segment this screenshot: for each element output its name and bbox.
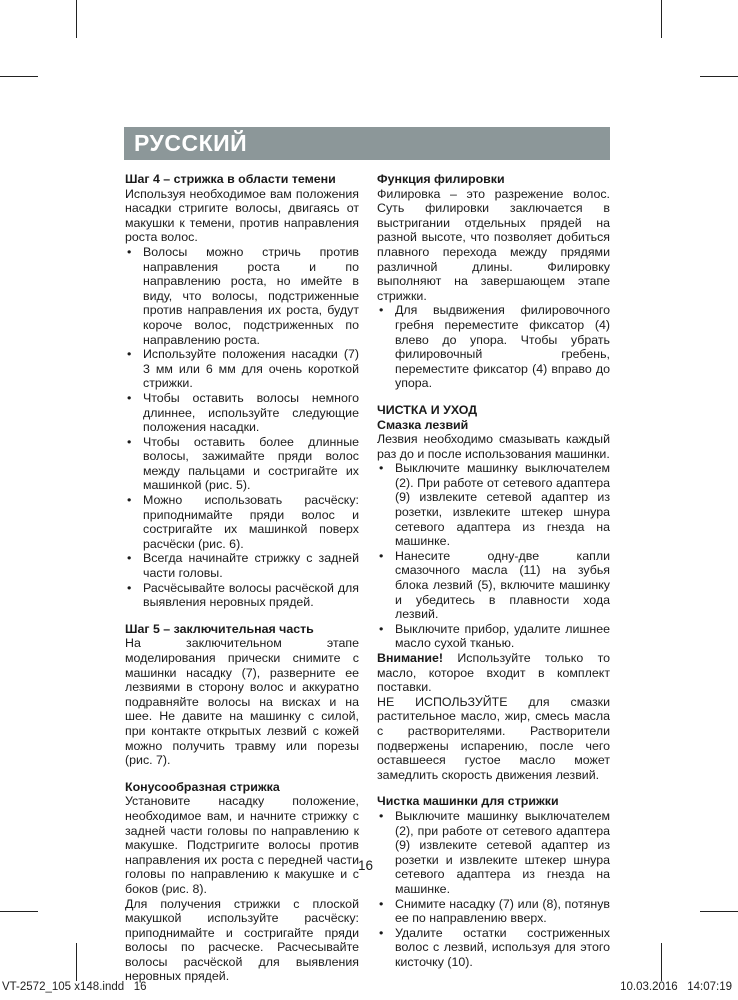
print-timestamp: 10.03.2016 14:07:19 <box>620 981 732 993</box>
list-item <box>377 926 610 970</box>
bullet-icon: • <box>379 461 384 476</box>
bullet-icon: • <box>127 244 132 259</box>
right-column <box>377 172 610 969</box>
bullet-icon: • <box>127 580 132 595</box>
list-item <box>125 493 359 551</box>
list-item <box>125 581 359 610</box>
warning-label: Внимание! <box>377 651 444 665</box>
step4-intro: Используя необходимое вам положения насадки стригите волосы, двигаясь от макушки к темени, против направления роста волос. <box>125 186 359 245</box>
bullet-icon: • <box>379 548 384 563</box>
care-heading: ЧИСТКА И УХОД <box>377 402 478 417</box>
bullet-icon: • <box>379 896 384 911</box>
step5-heading: Шаг 5 – заключительная часть <box>125 621 314 636</box>
list-item-text: Расчёсывайте волосы расчёской для выявления неровных прядей. <box>143 580 359 610</box>
care-subheading: Смазка лезвий <box>377 417 469 432</box>
bullet-icon: • <box>379 808 384 823</box>
care-bullet-list <box>377 461 610 651</box>
list-item-text: Для выдвижения филировочного гребня переместите фиксатор (4) влево до упора. Чтобы убрать филировочный гребень, переместите фиксатор (4) вправо до упора. <box>395 303 610 391</box>
bullet-icon: • <box>127 390 132 405</box>
thinning-heading: Функция филировки <box>377 172 505 186</box>
warning-text: Используйте только то масло, которое входит в комплект поставки. <box>377 651 610 695</box>
care-note: НЕ ИСПОЛЬЗУЙТЕ для смазки растительное масло, жир, смесь масла с растворителями. Растворители подвержены испарению, после чего оставшееся густое масло может замедлить скорость движения лезвий. <box>377 694 610 782</box>
language-banner <box>124 127 610 160</box>
thinning-text: Филировка – это разрежение волос. Суть филировки заключается в выстригании отдельных прядей на разной высоте, что позволяет добиться плавного перехода между прядями различной длины. Филировку выполняют на завершающем этапе стрижки. <box>377 186 610 303</box>
list-item <box>125 245 359 347</box>
left-column <box>125 172 359 984</box>
step5-text: На заключительном этапе моделирования прически снимите с машинки насадку (7), разверните ее лезвиями в сторону волос и аккуратно подравняйте волосы на висках и на шее. Не давите на машинку с силой, при контакте открытых лезвий с кожей можно получить травму или порезы (рис. 7). <box>125 636 359 768</box>
step4-bullet-list <box>125 245 359 610</box>
list-item-text: Снимите насадку (7) или (8), потянув ее по направлению вверх. <box>395 896 610 926</box>
list-item-text: Чтобы оставить более длинные волосы, зажимайте пряди волос между пальцами и состригайте их машинкой (рис. 5). <box>143 434 359 493</box>
list-item-text: Выключите прибор, удалите лишнее масло сухой тканью. <box>395 621 610 651</box>
list-item <box>125 391 359 435</box>
list-item <box>377 461 610 549</box>
banner-title: РУССКИЙ <box>134 130 248 156</box>
list-item-text: Волосы можно стричь против направления роста и по направлению роста, но имейте в виду, что волосы, подстриженные против направления их роста, будут короче волос, подстриженных по направлению роста. <box>143 244 359 347</box>
cone-text-2: Для получения стрижки с плоской макушкой используйте расчёску: приподнимайте и состригайте пряди волосы по расческе. Расчесывайте волосы расчёской для выявления неровных прядей. <box>125 896 359 984</box>
cleaning-bullet-list <box>377 809 610 970</box>
step4-heading: Шаг 4 – стрижка в области темени <box>125 172 336 186</box>
bullet-icon: • <box>127 434 132 449</box>
list-item <box>125 551 359 580</box>
care-text: Лезвия необходимо смазывать каждый раз до и после использования машинки. <box>377 432 610 461</box>
list-item-text: Всегда начинайте стрижку с задней части головы. <box>143 551 359 581</box>
list-item <box>125 435 359 493</box>
crop-mark <box>661 0 662 38</box>
cleaning-heading: Чистка машинки для стрижки <box>377 794 559 809</box>
cone-heading: Конусообразная стрижка <box>125 779 280 794</box>
list-item-text: Используйте положения насадки (7) 3 мм или 6 мм для очень короткой стрижки. <box>143 347 359 391</box>
list-item <box>377 622 610 651</box>
list-item-text: Чтобы оставить волосы немного длиннее, используйте следующие положения насадки. <box>143 390 359 435</box>
list-item <box>125 347 359 391</box>
bullet-icon: • <box>379 621 384 636</box>
crop-mark <box>0 911 38 912</box>
list-item <box>377 303 610 391</box>
list-item <box>377 809 610 897</box>
page-number: 16 <box>358 858 374 873</box>
bullet-icon: • <box>379 303 384 318</box>
crop-mark <box>700 911 738 912</box>
cone-text-1: Установите насадку положение, необходимое вам, и начните стрижку с задней части головы по направлению к макушке. Подстригите волосы против направления их роста с передней части головы по направлению к макушке и с боков (рис. 8). <box>125 794 359 896</box>
file-info: VT-2572_105 x148.indd 16 <box>2 981 147 993</box>
crop-mark <box>661 943 662 981</box>
list-item-text: Выключите машинку выключателем (2), при работе от сетевого адаптера (9) извлеките сетевой адаптер из розетки и извлеките штекер шнура сетевого адаптера из гнезда на машинке. <box>395 808 610 896</box>
list-item-text: Удалите остатки состриженных волос с лезвий, используя для этого кисточку (10). <box>395 925 610 969</box>
crop-mark <box>76 0 77 38</box>
thinning-bullet-list <box>377 303 610 391</box>
bullet-icon: • <box>127 347 132 362</box>
list-item <box>377 897 610 926</box>
list-item <box>377 549 610 622</box>
bullet-icon: • <box>127 551 132 566</box>
crop-mark <box>0 76 38 77</box>
list-item-text: Нанесите одну-две капли смазочного масла (11) на зубья блока лезвий (5), включите машинку и убедитесь в плавности хода лезвий. <box>395 548 610 622</box>
list-item-text: Выключите машинку выключателем (2). При работе от сетевого адаптера (9) извлеките сетевой адаптер из розетки, извлеките штекер шнура сетевого адаптера из гнезда на машинке. <box>395 461 610 549</box>
bullet-icon: • <box>127 493 132 508</box>
care-warning <box>377 651 610 695</box>
crop-mark <box>76 943 77 981</box>
bullet-icon: • <box>379 925 384 940</box>
list-item-text: Можно использовать расчёску: приподнимайте пряди волос и состригайте их машинкой поверх расчёски (рис. 6). <box>143 493 359 551</box>
crop-mark <box>700 76 738 77</box>
